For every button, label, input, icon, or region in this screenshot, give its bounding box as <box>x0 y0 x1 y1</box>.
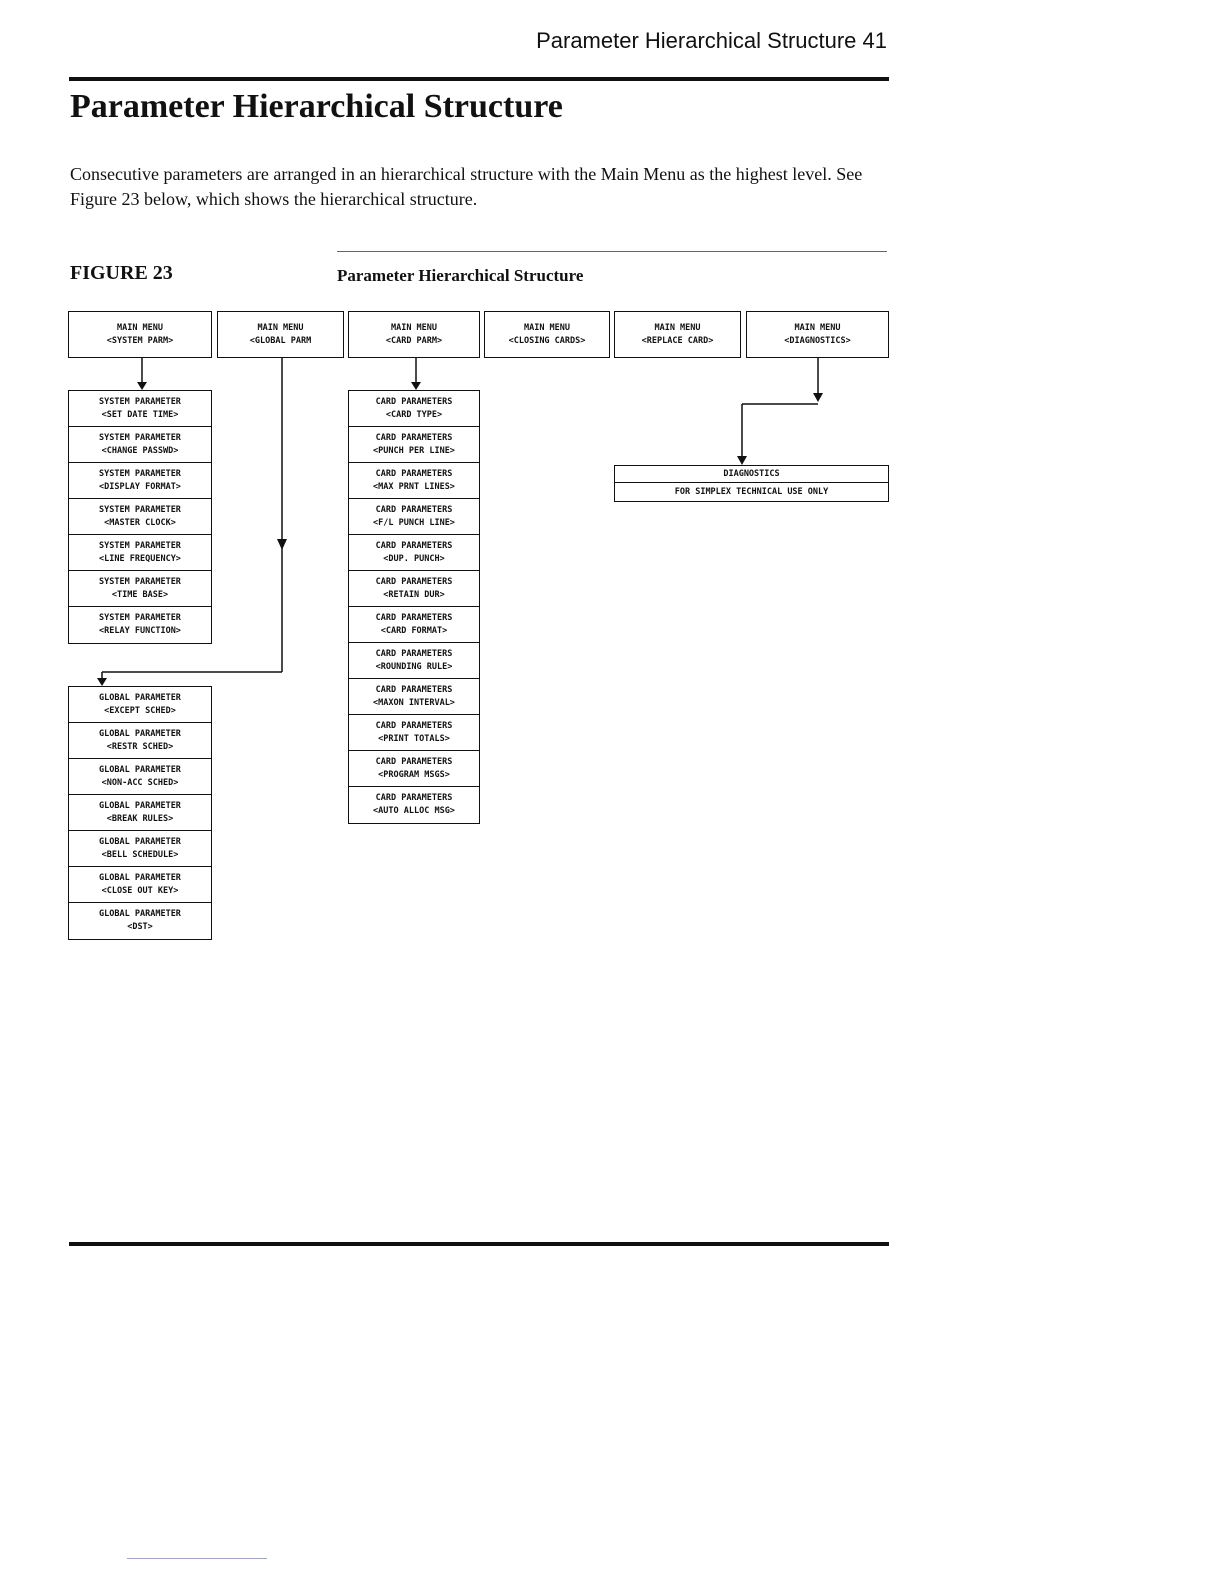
cell-line2: <DST> <box>127 922 153 932</box>
cell-line1: GLOBAL PARAMETER <box>99 764 181 775</box>
card-parameter-item <box>349 751 479 787</box>
main-menu-card-parm <box>348 311 480 358</box>
cell-line2: <SET DATE TIME> <box>101 409 179 420</box>
cell-line2: <CLOSE OUT KEY> <box>101 885 179 896</box>
cell-line2: <RETAIN DUR> <box>383 589 445 600</box>
footnote-rule <box>127 1558 267 1559</box>
main-menu-line1: MAIN MENU <box>390 322 438 333</box>
cell-line2: <TIME BASE> <box>111 589 169 600</box>
system-parameter-item <box>69 391 211 427</box>
global-parameter-item <box>69 687 211 723</box>
cell-line1: CARD PARAMETERS <box>375 612 453 623</box>
global-parameter-stack <box>68 686 212 940</box>
cell-line2: <LINE FREQUENCY> <box>99 553 181 564</box>
cell-line2: <MAXON INTERVAL> <box>373 697 455 708</box>
main-menu-global-parm <box>217 311 344 358</box>
cell-line2: <RESTR SCHED> <box>106 741 174 752</box>
cell-line2: <F/L PUNCH LINE> <box>373 517 455 528</box>
main-menu-diagnostics <box>746 311 889 358</box>
intro-paragraph: Consecutive parameters are arranged in an hierarchical structure with the Main Menu as the highest level. See Figure 23 below, which shows the hierarchical structure. <box>70 164 863 209</box>
cell-line1: CARD PARAMETERS <box>375 648 453 659</box>
card-parameter-item <box>349 787 479 823</box>
main-menu-line2: <REPLACE CARD> <box>641 335 714 346</box>
cell-line1: GLOBAL PARAMETER <box>99 836 181 847</box>
main-menu-line2: <CARD PARM> <box>385 335 443 346</box>
cell-line2: <MAX PRNT LINES> <box>373 481 455 492</box>
main-menu-line2: <CLOSING CARDS> <box>508 335 586 346</box>
main-menu-line1: MAIN MENU <box>116 322 164 333</box>
cell-line1: SYSTEM PARAMETER <box>99 468 181 479</box>
diagnostics-note <box>615 483 888 501</box>
cell-line2: <CARD TYPE> <box>385 409 443 420</box>
card-parameter-item <box>349 535 479 571</box>
cell-line2: <EXCEPT SCHED> <box>104 705 176 716</box>
cell-line2: <DISPLAY FORMAT> <box>99 481 181 492</box>
running-header: Parameter Hierarchical Structure 41 <box>536 28 887 53</box>
system-parameter-item <box>69 499 211 535</box>
cell-line1: SYSTEM PARAMETER <box>99 613 181 623</box>
system-parameter-stack <box>68 390 212 644</box>
system-parameter-item <box>69 607 211 643</box>
system-parameter-item <box>69 571 211 607</box>
figure-label: FIGURE 23 <box>70 262 173 284</box>
main-menu-line2: <GLOBAL PARM <box>249 335 312 346</box>
card-parameter-item <box>349 391 479 427</box>
card-parameter-item <box>349 427 479 463</box>
cell-line1: CARD PARAMETERS <box>375 432 453 443</box>
cell-line1: SYSTEM PARAMETER <box>99 396 181 407</box>
cell-line1: GLOBAL PARAMETER <box>99 692 181 703</box>
cell-line1: CARD PARAMETERS <box>375 684 453 695</box>
cell-line2: <PUNCH PER LINE> <box>373 445 455 456</box>
cell-line2: <BELL SCHEDULE> <box>101 849 179 860</box>
cell-line2: <PROGRAM MSGS> <box>378 769 450 780</box>
footer-rule <box>69 1242 889 1246</box>
system-parameter-item <box>69 427 211 463</box>
cell-line1: CARD PARAMETERS <box>375 468 453 479</box>
card-parameter-item <box>349 571 479 607</box>
main-menu-line1: MAIN MENU <box>523 322 571 333</box>
cell-line1: GLOBAL PARAMETER <box>99 800 181 811</box>
global-parameter-item <box>69 867 211 903</box>
global-parameter-item <box>69 903 211 939</box>
section-title: Parameter Hierarchical Structure <box>70 88 563 125</box>
diagnostics-line2: FOR SIMPLEX TECHNICAL USE ONLY <box>674 486 829 497</box>
main-menu-replace-card <box>614 311 741 358</box>
card-parameter-item <box>349 499 479 535</box>
cell-line2: <CARD FORMAT> <box>380 625 448 636</box>
cell-line1: GLOBAL PARAMETER <box>99 728 181 739</box>
cell-line2: <RELAY FUNCTION> <box>99 626 181 636</box>
card-parameter-item <box>349 679 479 715</box>
cell-line1: SYSTEM PARAMETER <box>99 504 181 515</box>
card-parameter-item <box>349 643 479 679</box>
global-parameter-item <box>69 723 211 759</box>
main-menu-line2: <DIAGNOSTICS> <box>784 335 851 346</box>
cell-line2: <ROUNDING RULE> <box>375 661 453 672</box>
cell-line1: CARD PARAMETERS <box>375 576 453 587</box>
cell-line1: GLOBAL PARAMETER <box>99 909 181 919</box>
main-menu-closing-cards <box>484 311 610 358</box>
cell-line1: CARD PARAMETERS <box>375 396 453 407</box>
global-parameter-item <box>69 795 211 831</box>
main-menu-line1: MAIN MENU <box>654 322 701 333</box>
cell-line2: <NON-ACC SCHED> <box>101 777 179 788</box>
main-menu-system-parm <box>68 311 212 358</box>
figure-title: Parameter Hierarchical Structure <box>337 266 584 285</box>
card-parameter-item <box>349 607 479 643</box>
cell-line2: <DUP. PUNCH> <box>383 553 445 564</box>
card-parameter-stack <box>348 390 480 824</box>
global-parameter-item <box>69 759 211 795</box>
cell-line1: CARD PARAMETERS <box>375 756 453 767</box>
card-parameter-item <box>349 715 479 751</box>
cell-line2: <AUTO ALLOC MSG> <box>373 806 455 816</box>
cell-line1: CARD PARAMETERS <box>375 540 453 551</box>
diagnostics-box <box>614 465 889 502</box>
cell-line2: <CHANGE PASSWD> <box>101 445 179 456</box>
card-parameter-item <box>349 463 479 499</box>
cell-line2: <PRINT TOTALS> <box>378 733 450 744</box>
cell-line1: SYSTEM PARAMETER <box>99 540 181 551</box>
cell-line1: SYSTEM PARAMETER <box>99 576 181 587</box>
cell-line1: CARD PARAMETERS <box>375 793 453 803</box>
main-menu-line1: MAIN MENU <box>794 322 841 333</box>
cell-line1: CARD PARAMETERS <box>375 720 453 731</box>
cell-line1: SYSTEM PARAMETER <box>99 432 181 443</box>
main-menu-line1: MAIN MENU <box>257 322 304 333</box>
main-menu-line2: <SYSTEM PARM> <box>106 335 174 346</box>
global-parameter-item <box>69 831 211 867</box>
cell-line1: CARD PARAMETERS <box>375 504 453 515</box>
diagnostics-title <box>615 466 888 483</box>
cell-line2: <BREAK RULES> <box>106 813 174 824</box>
system-parameter-item <box>69 463 211 499</box>
cell-line1: GLOBAL PARAMETER <box>99 872 181 883</box>
cell-line2: <MASTER CLOCK> <box>104 517 176 528</box>
system-parameter-item <box>69 535 211 571</box>
diagnostics-line1: DIAGNOSTICS <box>723 468 780 479</box>
